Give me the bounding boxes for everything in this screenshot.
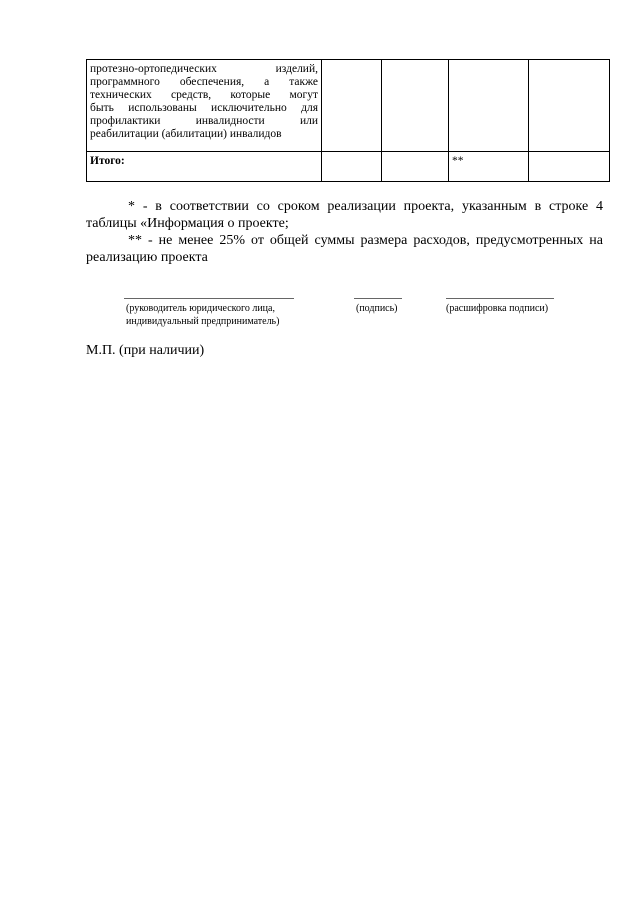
footnotes [86,198,603,266]
expense-description-cell [87,60,322,152]
head-caption-line: (руководитель юридического лица, [126,303,275,314]
stamp-place: М.П. (при наличии) [86,343,205,358]
table-row [87,60,610,152]
table-cell [529,152,610,182]
table-cell [449,60,529,152]
signature-line-sign [354,298,402,299]
footnote-2: ** - не менее 25% от общей суммы размера расходов, предусмотренных на реализацию проекта [86,233,603,265]
description-line: программного обеспечения, а также [90,76,318,88]
total-label: Итого: [87,152,322,182]
head-caption [126,302,279,328]
description-line: быть использованы исключительно для [90,102,318,114]
sign-caption: (подпись) [356,303,398,314]
decode-caption: (расшифровка подписи) [446,303,549,314]
signature-line-head [124,298,294,299]
table-cell [322,60,382,152]
signature-line-decode [446,298,554,299]
table-cell [382,60,449,152]
description-line: протезно-ортопедических изделий, [90,63,318,75]
description-line: реабилитации (абилитации) инвалидов [90,128,282,140]
description-line: профилактики инвалидности или [90,115,318,127]
table-cell [322,152,382,182]
footnote-1: * - в соответствии со сроком реализации проекта, указанным в строке 4 таблицы «Информация о проекте; [86,199,603,231]
head-caption-line: индивидуальный предприниматель) [126,316,280,327]
expenses-table [86,59,610,182]
description-line: технических средств, которые могут [90,89,318,101]
total-mark: ** [449,152,529,182]
table-cell [382,152,449,182]
table-row-total [87,152,610,182]
table-cell [529,60,610,152]
